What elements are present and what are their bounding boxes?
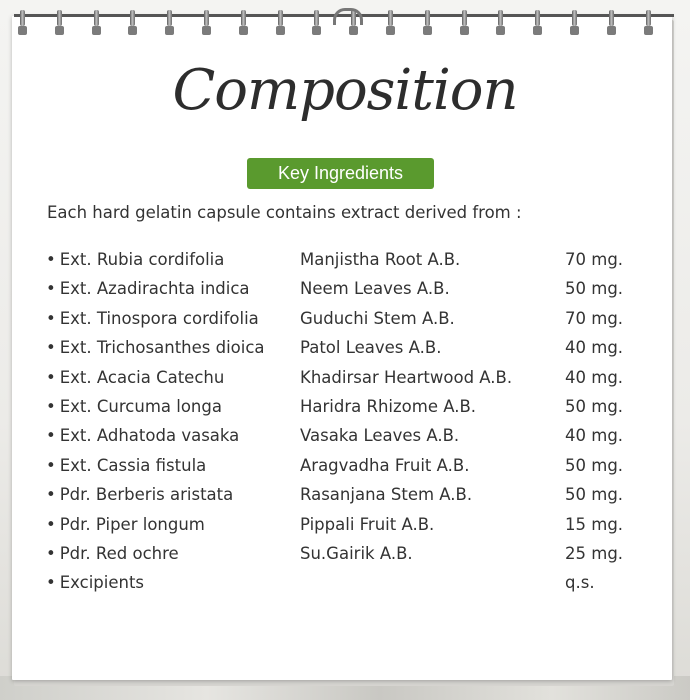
ingredient-name: Ext. Acacia Catechu [59, 367, 225, 387]
ingredient-amount: 15 mg. [565, 514, 624, 534]
ingredient-name: Pdr. Berberis aristata [59, 485, 234, 505]
ingredient-amount: 40 mg. [565, 367, 624, 387]
binding-ring-icon [276, 10, 285, 36]
ingredient-source: Su.Gairik A.B. [300, 544, 413, 563]
ingredient-name: Ext. Curcuma longa [59, 397, 222, 416]
ingredient-amount: 50 mg. [565, 279, 624, 299]
ingredient-amount: 70 mg. [565, 308, 624, 328]
bullet-icon: • [46, 544, 56, 563]
ingredient-source: Manjistha Root A.B. [300, 250, 461, 269]
ingredient-row [0, 250, 690, 274]
key-ingredients-badge: Key Ingredients [247, 158, 434, 189]
page-title: Composition [172, 58, 518, 123]
bullet-icon: • [46, 426, 56, 446]
ingredient-row [0, 397, 690, 421]
ingredient-name: Excipients [59, 573, 145, 593]
ingredient-source: Neem Leaves A.B. [300, 279, 450, 299]
binding-ring-icon [165, 10, 174, 36]
bullet-icon: • [46, 485, 56, 505]
ingredient-row [0, 456, 690, 480]
bullet-icon: • [46, 514, 56, 534]
ingredient-amount: q.s. [565, 573, 595, 593]
binding-ring-icon [239, 10, 248, 36]
binding-ring-icon [202, 10, 211, 36]
ingredient-row [0, 573, 690, 597]
binding-ring-icon [386, 10, 395, 36]
ingredient-source: Haridra Rhizome A.B. [300, 397, 477, 416]
ingredient-name: Ext. Rubia cordifolia [59, 250, 225, 269]
hanger-hook-icon [333, 8, 363, 25]
ingredient-amount: 50 mg. [565, 455, 624, 475]
ingredient-amount: 25 mg. [565, 544, 624, 563]
ingredient-row [0, 515, 690, 539]
ingredient-name: Pdr. Red ochre [59, 544, 179, 563]
binding-ring-icon [607, 10, 616, 36]
bullet-icon: • [46, 573, 56, 593]
bullet-icon: • [46, 367, 56, 387]
ingredient-source: Patol Leaves A.B. [300, 338, 442, 358]
ingredient-row [0, 544, 690, 568]
ingredient-source: Pippali Fruit A.B. [300, 514, 435, 534]
ingredient-amount: 40 mg. [565, 338, 624, 358]
binding-ring-icon [92, 10, 101, 36]
ingredient-name: Ext. Cassia fistula [59, 455, 207, 475]
ingredient-name: Ext. Tinospora cordifolia [59, 308, 259, 328]
ingredient-name: Ext. Adhatoda vasaka [59, 426, 240, 446]
bullet-icon: • [46, 279, 56, 299]
ingredient-amount: 50 mg. [565, 485, 624, 505]
bullet-icon: • [46, 455, 56, 475]
ingredient-name: Ext. Trichosanthes dioica [59, 338, 265, 358]
ingredient-row [0, 338, 690, 362]
bullet-icon: • [46, 338, 56, 358]
ingredient-source: Vasaka Leaves A.B. [300, 426, 460, 446]
ingredient-name: Pdr. Piper longum [59, 514, 205, 534]
binding-ring-icon [533, 10, 542, 36]
ingredient-amount: 50 mg. [565, 397, 624, 416]
binding-ring-icon [460, 10, 469, 36]
binding-ring-icon [55, 10, 64, 36]
ingredient-name: Ext. Azadirachta indica [59, 279, 250, 299]
binding-ring-icon [128, 10, 137, 36]
ingredient-amount: 70 mg. [565, 250, 624, 269]
bullet-icon: • [46, 308, 56, 328]
ingredient-row [0, 368, 690, 392]
binding-ring-icon [312, 10, 321, 36]
binding-ring-icon [423, 10, 432, 36]
intro-text: Each hard gelatin capsule contains extract derived from : [47, 203, 522, 222]
ingredient-source: Guduchi Stem A.B. [300, 308, 455, 328]
ingredient-source: Khadirsar Heartwood A.B. [300, 367, 513, 387]
ingredient-row [0, 279, 690, 303]
bullet-icon: • [46, 397, 56, 416]
binding-ring-icon [18, 10, 27, 36]
ingredient-row [0, 426, 690, 450]
bullet-icon: • [46, 250, 56, 269]
binding-ring-icon [644, 10, 653, 36]
ingredient-row [0, 485, 690, 509]
binding-ring-icon [570, 10, 579, 36]
binding-ring-icon [496, 10, 505, 36]
ingredient-source: Rasanjana Stem A.B. [300, 485, 473, 505]
ingredient-amount: 40 mg. [565, 426, 624, 446]
ingredient-row [0, 309, 690, 333]
ingredient-source: Aragvadha Fruit A.B. [300, 455, 470, 475]
